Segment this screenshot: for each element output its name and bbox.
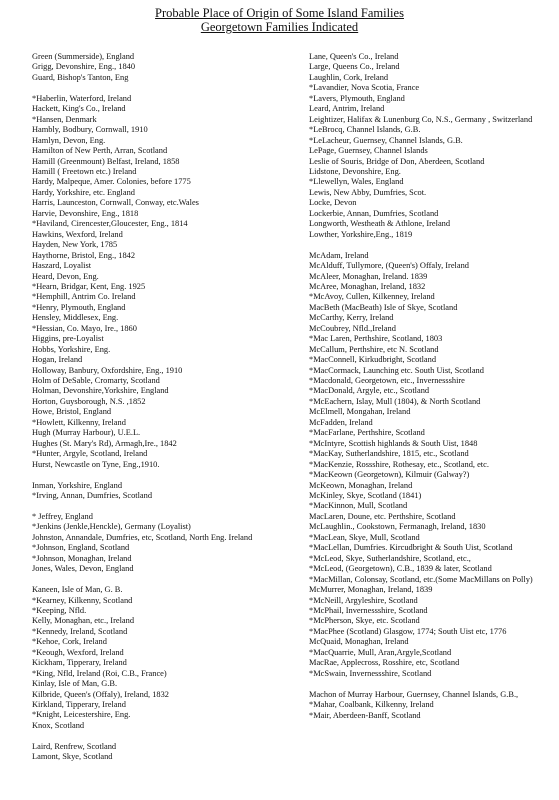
family-entry: Hayden, New York, 1785 [32,240,118,250]
family-entry: Large, Queens Co., Ireland [309,62,400,72]
section-spacer [32,470,286,480]
family-entry: *MacKenzie, Rossshire, Rothesay, etc., Scotland, etc. [309,459,489,469]
family-entry: McCallum, Perthshire, etc N. Scotland [309,344,439,354]
section-spacer [309,679,545,689]
family-entry: Grigg, Devonshire, Eng., 1840 [32,62,136,72]
family-entry: McMurrer, Monaghan, Ireland, 1839 [309,585,433,595]
family-entry: *Hunter, Argyle, Scotland, Ireland [32,449,148,459]
family-entry: Lamont, Skye, Scotland [32,752,113,762]
family-entry: *MacCormack, Launching etc. South Uist, Scotland [309,365,484,375]
family-entry: *Knight, Leicestershire, Eng. [32,710,131,720]
family-entry: Lidstone, Devonshire, Eng. [309,166,401,176]
family-entry: *Mahar, Coalbank, Kilkenny, Ireland [309,700,434,710]
family-entry: Hardy, Yorkshire, etc. England [32,187,135,197]
family-entry: McCarthy, Kerry, Ireland [309,313,394,323]
family-entry: *Johnson, Monaghan, Ireland [32,553,132,563]
family-entry: *Macdonald, Georgetown, etc., Invernessshire [309,376,465,386]
family-entry: Hughes (St. Mary's Rd), Armagh,Ire., 1842 [32,438,177,448]
family-entry: *MacKeown (Georgetown), Kilmuir (Galway?) [309,470,470,480]
family-entry: McAree, Monaghan, Ireland, 1832 [309,281,426,291]
family-entry: Hambly, Bodbury, Cornwall, 1910 [32,125,148,135]
family-entry: Hamill (Greenmount) Belfast, Ireland, 1858 [32,156,180,166]
family-entry: *MacPhee (Scotland) Glasgow, 1774; South Uist etc, 1776 [309,626,507,636]
family-entry: Holloway, Banbury, Oxfordshire, Eng., 1910 [32,365,183,375]
family-entry: Machon of Murray Harbour, Guernsey, Channel Islands, G.B., [309,689,519,699]
family-entry: Kinlay, Isle of Man, G.B. [32,679,118,689]
family-entry: *Hessian, Co. Mayo, Ire., 1860 [32,323,137,333]
family-entry: Laird, Renfrew, Scotland [32,741,117,751]
family-entry: Hogan, Ireland [32,355,83,365]
family-entry: Johnston, Annandale, Dumfries, etc, Scotland, North Eng. Ireland [32,532,253,542]
family-entry: Kickham, Tipperary, Ireland [32,658,127,668]
family-entry: Hensley, Middlesex, Eng. [32,313,119,323]
family-entry: Higgins, pre-Loyalist [32,334,104,344]
family-entry: *Kehoe, Cork, Ireland [32,637,107,647]
family-entry: Leslie of Souris, Bridge of Don, Aberdeen, Scotland [309,156,485,166]
section-spacer [32,83,286,93]
family-entry: *Johnson, England, Scotland [32,543,130,553]
family-entry: *LeLacheur, Guernsey, Channel Islands, G.B. [309,135,463,145]
family-entry: *McLeod, Skye, Sutherlandshire, Scotland, etc., [309,553,471,563]
family-entry: Haszard, Loyalist [32,261,92,271]
family-entry: Green (Summerside), England [32,52,135,61]
family-entry: *Lavers, Plymouth, England [309,93,405,103]
family-entry: Harvie, Devonshire, Eng., 1818 [32,208,139,218]
family-entry: McCoubrey, Nfld.,Ireland [309,323,396,333]
family-entry: *McEachern, Islay, Mull (1804), & North Scotland [309,396,481,406]
family-entry: *Kennedy, Ireland, Scotland [32,626,128,636]
family-entry: MacLaren, Doune, etc. Perthshire, Scotland [309,511,456,521]
family-entry: Lockerbie, Annan, Dumfries, Scotland [309,208,439,218]
family-entry: McLaughlin., Cookstown, Fermanagh, Ireland, 1830 [309,522,486,532]
family-entry: *MacConnell, Kirkudbright, Scotland [309,355,437,365]
family-entry: LePage, Guernsey, Channel Islands [309,146,428,156]
family-entry: Kirkland, Tipperary, Ireland [32,700,126,710]
family-entry: Locke, Devon [309,198,357,208]
family-entry: Holman, Devonshire,Yorkshire, England [32,386,169,396]
right-column [309,52,545,721]
family-entry: *MacDonald, Argyle, etc., Scotland [309,386,430,396]
section-spacer [32,731,286,741]
family-entry: Hardy, Malpeque, Amer. Colonies, before 1775 [32,177,191,187]
family-entry: *Mac Laren, Perthshire, Scotland, 1803 [309,334,443,344]
section-spacer [309,240,545,250]
family-entry: *Lavandier, Nova Scotia, France [309,83,420,93]
family-entry: *LeBrocq, Channel Islands, G.B. [309,125,421,135]
family-entry: *McNeill, Argyleshire, Scotland [309,595,418,605]
family-entry: *Llewellyn, Wales, England [309,177,404,187]
page-title: Probable Place of Origin of Some Island Families [155,6,404,20]
family-entry: McFadden, Ireland [309,417,373,427]
family-entry: MacBeth (MacBeath) Isle of Skye, Scotland [309,302,458,312]
family-entry: Kelly, Monaghan, etc., Ireland [32,616,135,626]
family-entry: Lewis, New Abby, Dumfries, Scot. [309,187,427,197]
family-entry: *Haviland, Cirencester,Gloucester, Eng., 1814 [32,219,188,229]
family-entry: *MacLellan, Dumfries. Kircudbright & South Uist, Scotland [309,543,513,553]
family-entry: *MacQuarrie, Mull, Aran,Argyle,Scotland [309,647,452,657]
family-entry: McKeown, Monaghan, Ireland [309,480,413,490]
family-entry: Horton, Guysborough, N.S. ,1852 [32,396,146,406]
family-entry: MacRae, Applecross, Rosshire, etc, Scotland [309,658,460,668]
family-entry: Haythorne, Bristol, Eng., 1842 [32,250,136,260]
family-entry: Jones, Wales, Devon, England [32,564,134,574]
family-entry: Hamill ( Freetown etc.) Ireland [32,166,137,176]
family-entry: *Irving, Annan, Dumfries, Scotland [32,491,153,500]
family-entry: *MacLean, Skye, Mull, Scotland [309,532,420,542]
section-spacer [32,501,286,511]
family-entry: *Keeping, Nfld. [32,605,87,615]
family-entry: Inman, Yorkshire, England [32,480,123,490]
family-entry: *Kearney, Kilkenny, Scotland [32,595,133,605]
family-entry: *MacFarlane, Perthshire, Scotland [309,428,425,438]
family-entry: Lane, Queen's Co., Ireland [309,52,399,61]
family-entry: Harris, Launceston, Cornwall, Conway, etc.Wales [32,198,199,208]
family-entry: *McSwain, Invernessshire, Scotland [309,668,432,678]
family-entry: *Hearn, Bridgar, Kent, Eng. 1925 [32,281,146,291]
family-entry: *Mair, Aberdeen-Banff, Scotland [309,710,421,720]
left-column [32,52,286,763]
family-entry: * Jeffrey, England [32,511,93,521]
family-entry: Hamlyn, Devon, Eng. [32,135,106,145]
family-entry: Howe, Bristol, England [32,407,112,417]
family-entry: *MacKinnon, Mull, Scotland [309,501,408,511]
family-entry: Knox, Scotland [32,720,85,730]
family-entry: Heard, Devon, Eng. [32,271,99,281]
family-entry: Kilbride, Queen's (Offaly), Ireland, 1832 [32,689,169,699]
family-entry: Hawkins, Wexford, Ireland [32,229,123,239]
family-entry: *MacMillan, Colonsay, Scotland, etc.(Some MacMillans on Polly) [309,574,533,584]
page-subtitle: Georgetown Families Indicated [200,20,359,34]
family-entry: Guard, Bishop's Tanton, Eng [32,72,129,82]
family-entry: McQuaid, Monaghan, Ireland [309,637,409,647]
family-entry: *Hemphill, Antrim Co. Ireland [32,292,136,302]
family-entry: *McIntyre, Scottish highlands & South Uist, 1848 [309,438,478,448]
family-entry: *McPherson, Skye, etc. Scotland [309,616,420,626]
family-entry: *Haberlin, Waterford, Ireland [32,93,132,103]
family-entry: *Jenkins (Jenkle,Henckle), Germany (Loyalist) [32,522,191,532]
family-entry: *McPhail, Invernessshire, Scotland [309,606,428,615]
family-entry: Hobbs, Yorkshire, Eng. [32,344,111,354]
family-entry: *Howlett, Kilkenny, Ireland [32,417,126,427]
family-entry: Hugh (Murray Harbour), U.E.L. [32,428,141,438]
family-entry: *MacKay, Sutherlandshire, 1815, etc., Scotland [309,449,469,459]
family-entry: Holm of DeSable, Cromarty, Scotland [32,376,160,386]
family-entry: *Hansen, Denmark [32,114,97,124]
family-entry: *King, Nfld, Ireland (Roi, C.B., France) [32,668,167,678]
family-entry: Leard, Antrim, Ireland [309,104,385,114]
family-entry: Kaneen, Isle of Man, G. B. [32,585,123,595]
family-entry: Hackett, King's Co., Ireland [32,104,126,114]
family-entry: McAlduff, Tullymore, (Queen's) Offaly, Ireland [309,261,469,271]
family-entry: *McLeod, (Georgetown), C.B., 1839 & later, Scotland [309,564,492,574]
family-entry: *McAvoy, Cullen, Kilkenney, Ireland [309,292,435,302]
family-entry: Longworth, Westheath & Athlone, Ireland [309,219,451,229]
family-entry: *Henry, Plymouth, England [32,302,126,312]
family-entry: Leightizer, Halifax & Lunenburg Co, N.S., Germany , Switzerland [309,114,533,124]
family-entry: Lowther, Yorkshire,Eng., 1819 [309,229,413,239]
family-entry: McKinley, Skye, Scotland (1841) [309,491,422,501]
family-entry: McElmell, Mongahan, Ireland [309,407,411,417]
family-entry: *Keough, Wexford, Ireland [32,647,124,657]
section-spacer [32,575,286,585]
family-entry: McAleer, Monaghan, Ireland. 1839 [309,271,428,281]
family-entry: Hurst, Newcastle on Tyne, Eng.,1910. [32,459,160,469]
family-entry: McAdam, Ireland [309,250,369,260]
family-entry: Hamilton of New Perth, Arran, Scotland [32,146,168,156]
family-entry: Laughlin, Cork, Ireland [309,72,389,82]
